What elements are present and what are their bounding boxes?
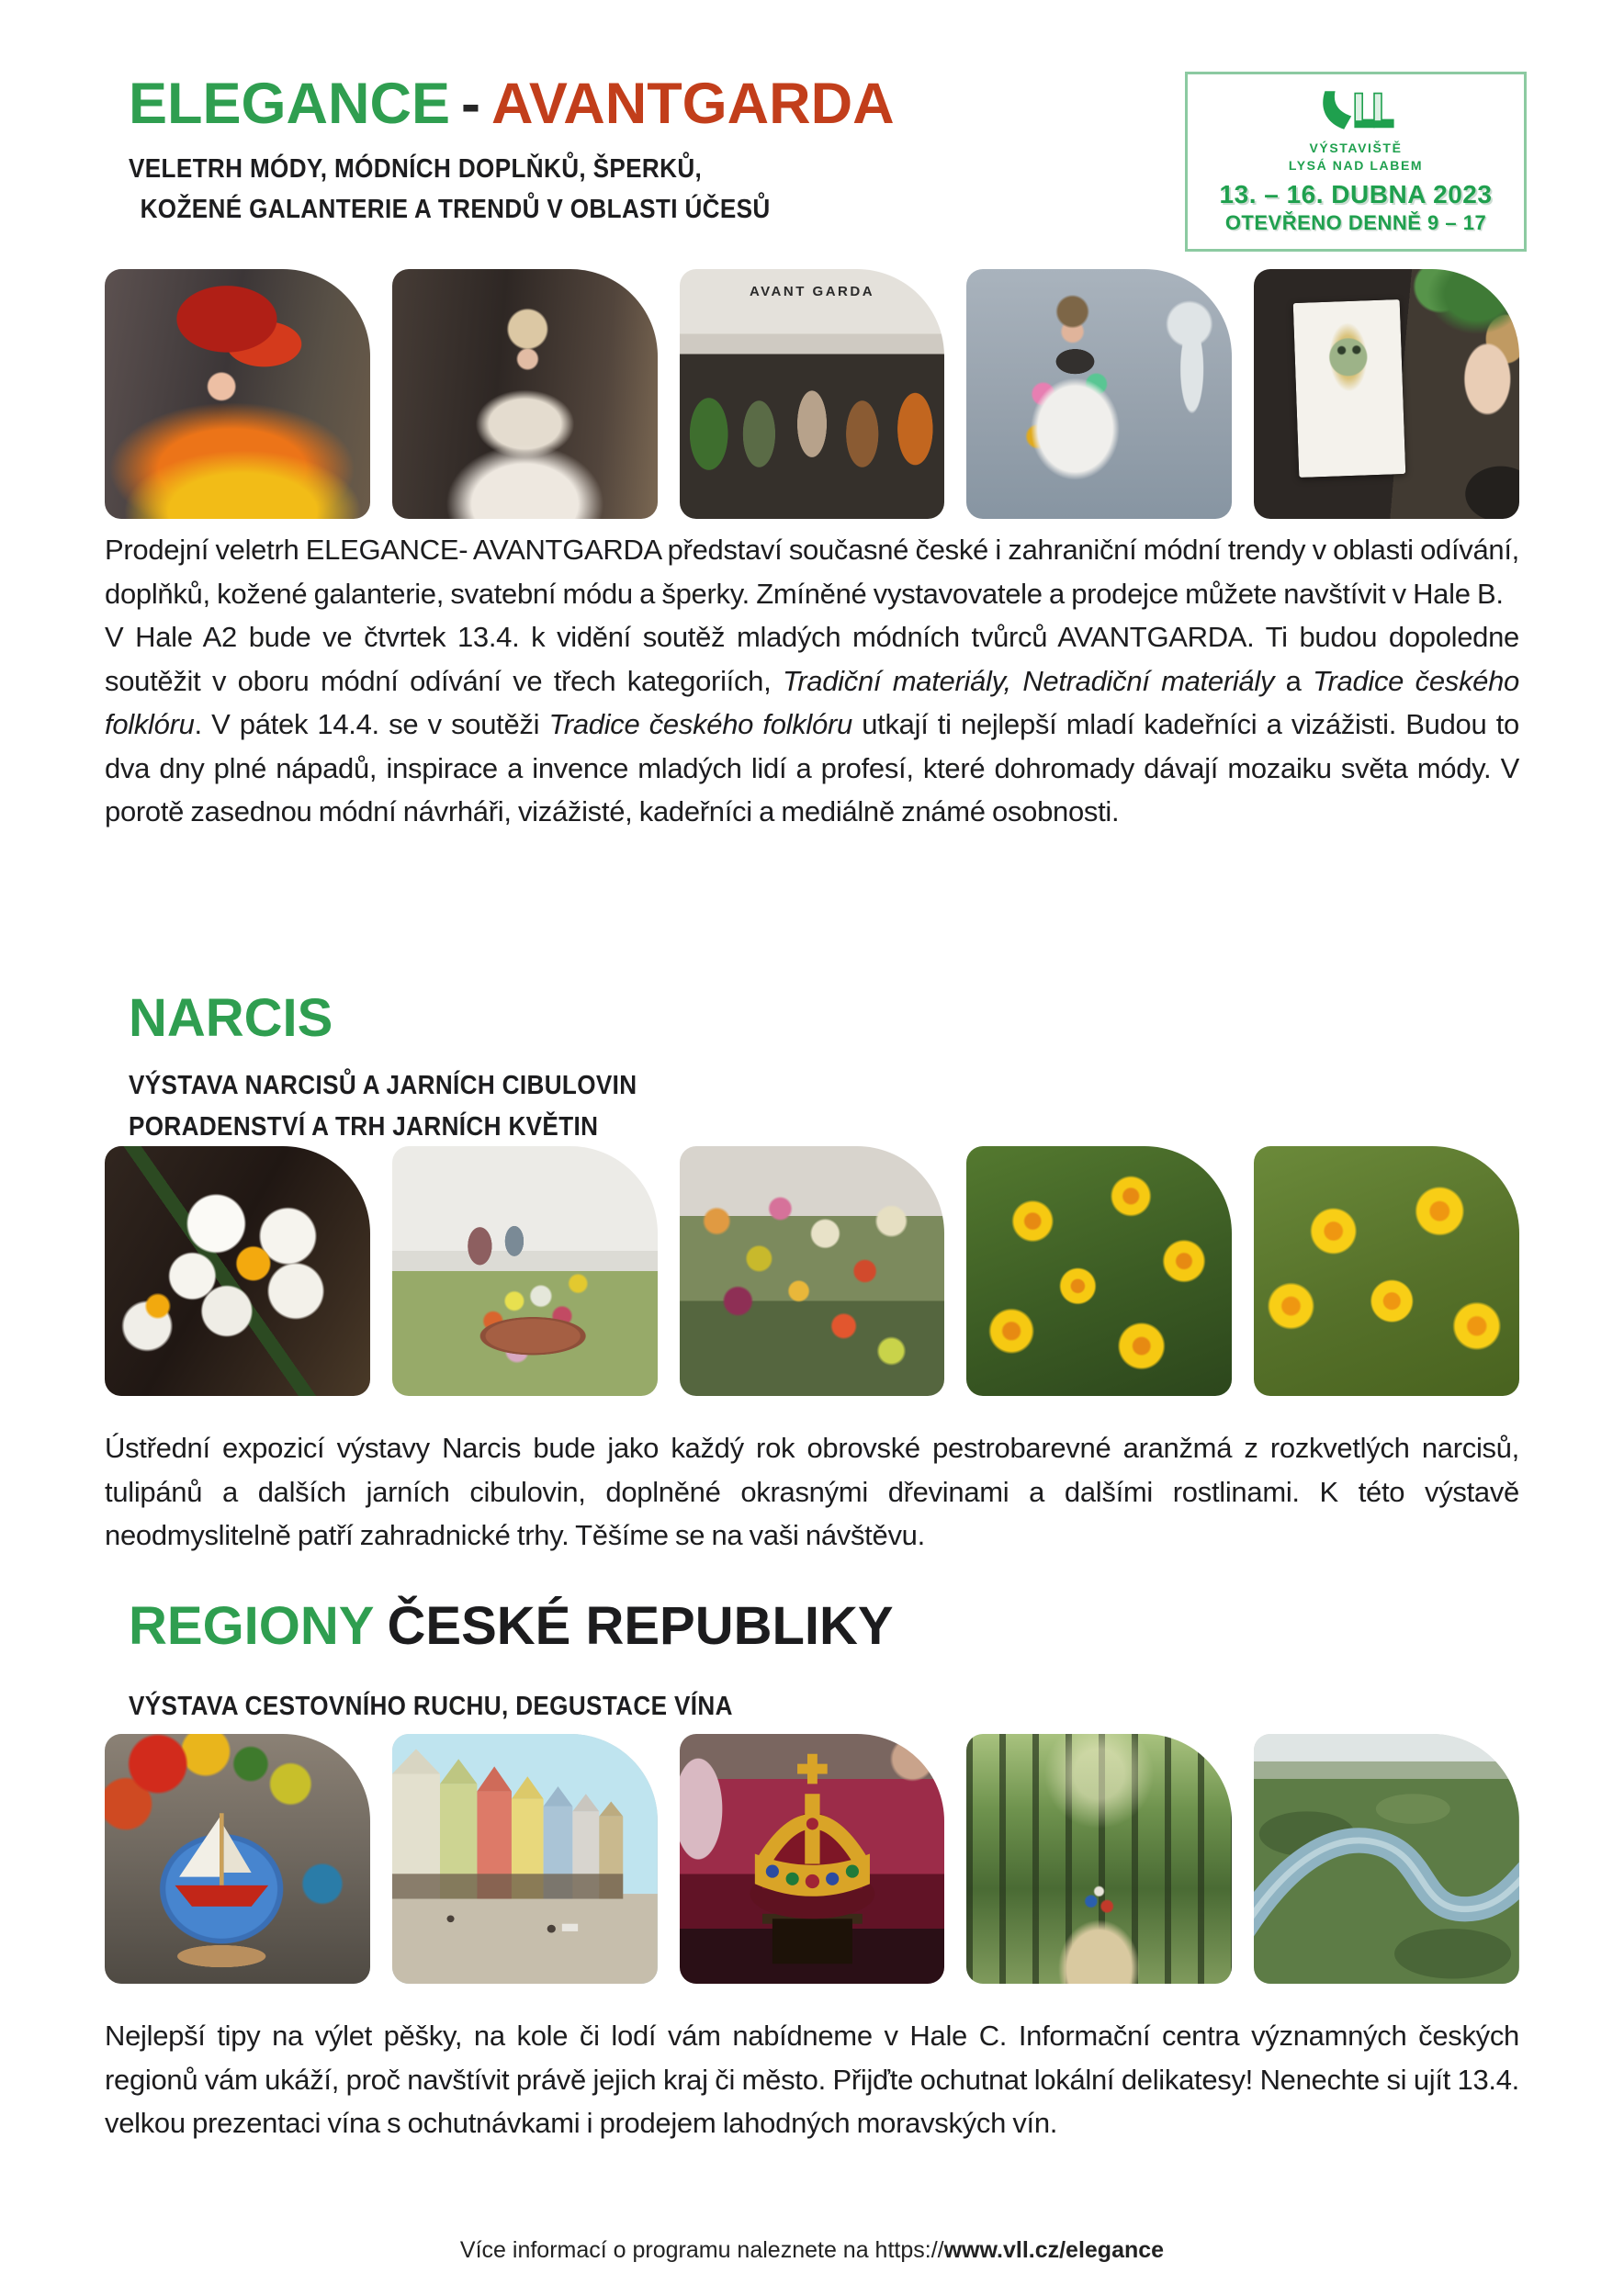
header: [129, 73, 895, 230]
regiony-paragraph: Nejlepší tipy na výlet pěšky, na kole či lodí vám nabídneme v Hale C. Informační centra významných českých regionů vám ukáží, proč navštívit právě jejich kraj či město. Přijďte ochutnat lokální delikatesy! Nenechte si ujít 13.4. velkou prezentaci vína s ochutnávkami i prodejem lahodných moravských vín.: [105, 2020, 1519, 2139]
narcis-description: [105, 1426, 1519, 1558]
photo-royal-crown-replica: [680, 1734, 945, 1984]
historic-houses-illustration: [392, 1734, 658, 1984]
photo-yellow-orange-daffodils: [1254, 1146, 1519, 1396]
narcis-subtitle-line-1: VÝSTAVA NARCISŮ A JARNÍCH CIBULOVIN: [129, 1071, 637, 1100]
photo-fashion-model-white-dress: [392, 269, 658, 519]
italic-category-3: Tradice českého folklóru: [105, 664, 1519, 740]
crown-illustration: [680, 1734, 945, 1984]
footer-info: [0, 2237, 1624, 2264]
footer-text: Více informací o programu naleznete na https://: [459, 2237, 944, 2263]
text-segment: V Hale A2 bude ve čtvrtek 13.4. k vidění soutěž mladých módních tvůrců AVANTGARDA. Ti budou dopoledne soutěžit v oboru módní odívání ve třech kategoriích,: [105, 621, 1519, 697]
text-segment: [1011, 665, 1023, 697]
photo-yellow-daffodils-cluster: [966, 1146, 1232, 1396]
photo-row-elegance: [105, 269, 1519, 519]
event-dates: 13. – 16. DUBNA 2023: [1219, 180, 1493, 208]
event-subtitle: [129, 149, 818, 230]
sailboat-illustration: [158, 1799, 286, 1929]
regiony-heading: [129, 1596, 894, 1656]
footer-url: www.vll.cz/elegance: [943, 2237, 1165, 2263]
regiony-subtitle: [129, 1686, 733, 1728]
venue-info-box: [1185, 72, 1527, 252]
photo-spring-flower-arrangement: [680, 1146, 945, 1396]
regiony-heading-black: ČESKÉ REPUBLIKY: [387, 1596, 894, 1656]
narcis-heading: NARCIS: [129, 988, 333, 1048]
italic-category-2: Netradiční materiály: [1022, 664, 1275, 697]
text-segment: . V pátek 14.4. se v soutěži: [194, 708, 549, 740]
photo-exhibition-flowerbed: [392, 1146, 658, 1396]
italic-category-3-repeat: Tradice českého folklóru: [548, 708, 852, 740]
title-avantgarda: AVANTGARDA: [491, 72, 895, 136]
subtitle-line-2: KOŽENÉ GALANTERIE A TRENDŮ V OBLASTI ÚČESŮ: [140, 195, 771, 225]
title-dash: -: [461, 72, 481, 136]
text-segment: utkají ti nejlepší mladí kadeřníci a vizážisti. Budou to dva dny plné nápadů, inspirace a invence mladých lidí a profesí, které dohromady dávají mozaiku světa módy. V porotě zasednou módní návrháři, vizážisté, kadeřníci a mediálně známé osobnosti.: [105, 708, 1519, 827]
narcis-paragraph: Ústřední expozicí výstavy Narcis bude jako každý rok obrovské pestrobarevné aranžmá z rozkvetlých narcisů, tulipánů a dalších jarních cibulovin, doplněné okrasnými dřevinami a dalšími rostlinami. K této výstavě neodmyslitelně patří zahradnické trhy. Těšíme se na vaši návštěvu.: [105, 1432, 1519, 1551]
photo-painted-stone-sailboat: [105, 1734, 370, 1984]
venue-name-line-2: LYSÁ NAD LABEM: [1288, 158, 1424, 173]
regiony-description: [105, 2014, 1519, 2145]
vll-logo-icon: [1312, 88, 1400, 140]
page-title: [129, 73, 895, 134]
subtitle-line-1: VELETRH MÓDY, MÓDNÍCH DOPLŇKŮ, ŠPERKŮ,: [129, 154, 703, 185]
narcis-subtitle-line-2: PORADENSTVÍ A TRH JARNÍCH KVĚTIN: [129, 1112, 599, 1142]
photo-river-meander-landscape: [1254, 1734, 1519, 1984]
text-segment: a: [1274, 664, 1314, 697]
photo-row-regiony: [105, 1734, 1519, 1984]
face-paint-sketch-paper: [1293, 299, 1405, 478]
photo-male-model-colorful-jacket: [966, 269, 1232, 519]
italic-category-1: Tradiční materiály,: [782, 664, 1011, 697]
photo-row-narcis: [105, 1146, 1519, 1396]
photo-fashion-model-red-updo: [105, 269, 370, 519]
opening-hours: OTEVŘENO DENNĚ 9 – 17: [1224, 211, 1487, 234]
intro-paragraph-2: [105, 615, 1519, 834]
narcis-subtitle: [129, 1065, 637, 1148]
photo-forest-cyclists-path: [966, 1734, 1232, 1984]
elegance-description: [105, 528, 1519, 834]
regiony-subtitle-line-1: VÝSTAVA CESTOVNÍHO RUCHU, DEGUSTACE VÍNA: [129, 1692, 733, 1721]
intro-paragraph-1: Prodejní veletrh ELEGANCE- AVANTGARDA představí současné české i zahraniční módní trendy v oblasti odívání, doplňků, kožené galanterie, svatební módu a šperky. Zmíněné vystavovatele a prodejce můžete navštívit v Hale B.: [105, 534, 1519, 610]
avantgarda-sign-text: AVANT GARDA: [749, 284, 875, 299]
title-elegance: ELEGANCE: [129, 72, 451, 136]
river-landscape-illustration: [1254, 1734, 1519, 1984]
photo-avantgarda-stage-group: [680, 269, 945, 519]
photo-telc-historic-houses: [392, 1734, 658, 1984]
photo-white-daffodil-closeup: [105, 1146, 370, 1396]
photo-makeup-sketch-model: [1254, 269, 1519, 519]
venue-name-line-1: VÝSTAVIŠTĚ: [1309, 141, 1403, 155]
regiony-heading-green: REGIONY: [129, 1596, 375, 1656]
